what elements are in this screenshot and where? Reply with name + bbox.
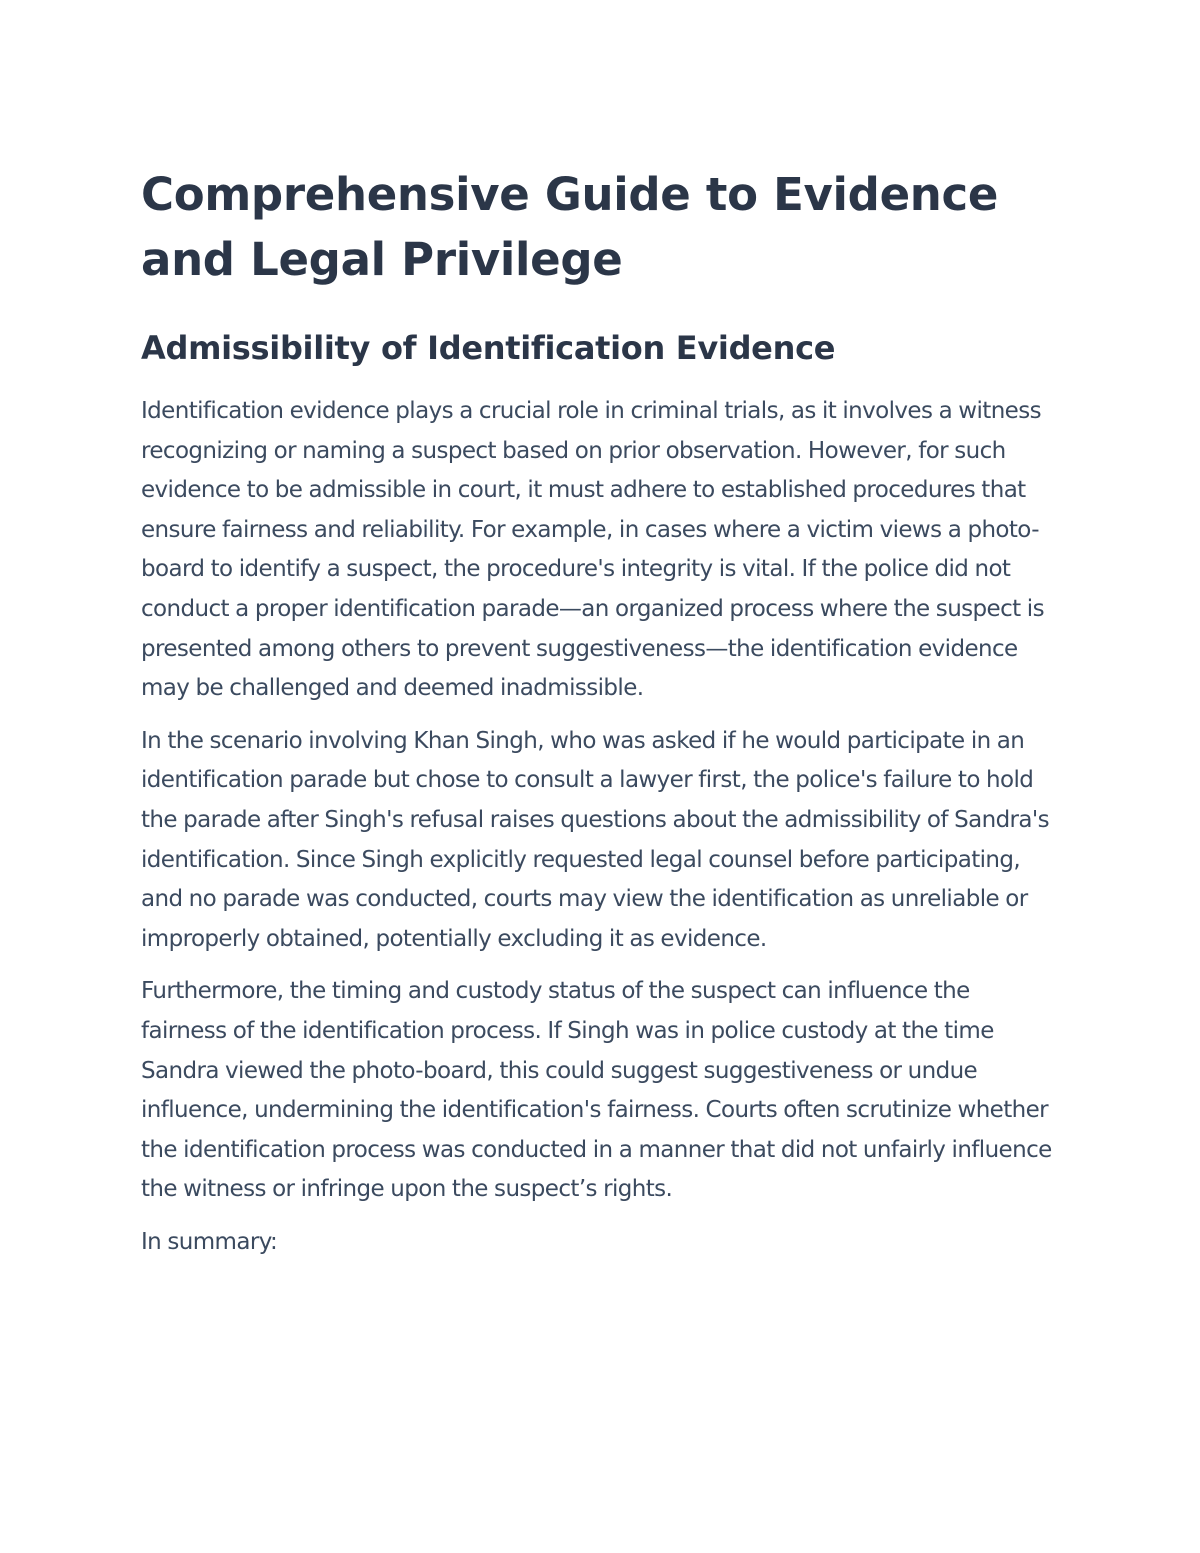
section-heading: Admissibility of Identification Evidence xyxy=(141,329,836,367)
paragraph-identification-evidence: Identification evidence plays a crucial role in criminal trials, as it involves a witness recognizing or naming a suspect based on prior observation. However, for such evidence to be admissible in court, it must adhere to established procedures that ensure fairness and reliability. For example, in cases where a victim views a photo-board to identify a suspect, the procedure's integrity is vital. If the police did not conduct a proper identification parade—an organized process where the suspect is presented among others to prevent suggestiveness—the identification evidence may be challenged and deemed inadmissible. xyxy=(141,398,1044,702)
paragraph-summary-intro: In summary: xyxy=(141,1228,278,1255)
document-title: Comprehensive Guide to Evidence and Legal Privilege xyxy=(141,168,999,286)
paragraph-khan-singh-scenario: In the scenario involving Khan Singh, who was asked if he would participate in an identification parade but chose to consult a lawyer first, the police's failure to hold the parade after Singh's refusal raises questions about the admissibility of Sandra's identification. Since Singh explicitly requested legal counsel before participating, and no parade was conducted, courts may view the identification as unreliable or improperly obtained, potentially excluding it as evidence. xyxy=(141,727,1050,952)
paragraph-timing-custody: Furthermore, the timing and custody status of the suspect can influence the fairness of the identification process. If Singh was in police custody at the time Sandra viewed the photo-board, this could suggest suggestiveness or undue influence, undermining the identification's fairness. Courts often scrutinize whether the identification process was conducted in a manner that did not unfairly influence the witness or infringe upon the suspect’s rights. xyxy=(141,978,1052,1203)
document-page xyxy=(141,162,1061,1262)
